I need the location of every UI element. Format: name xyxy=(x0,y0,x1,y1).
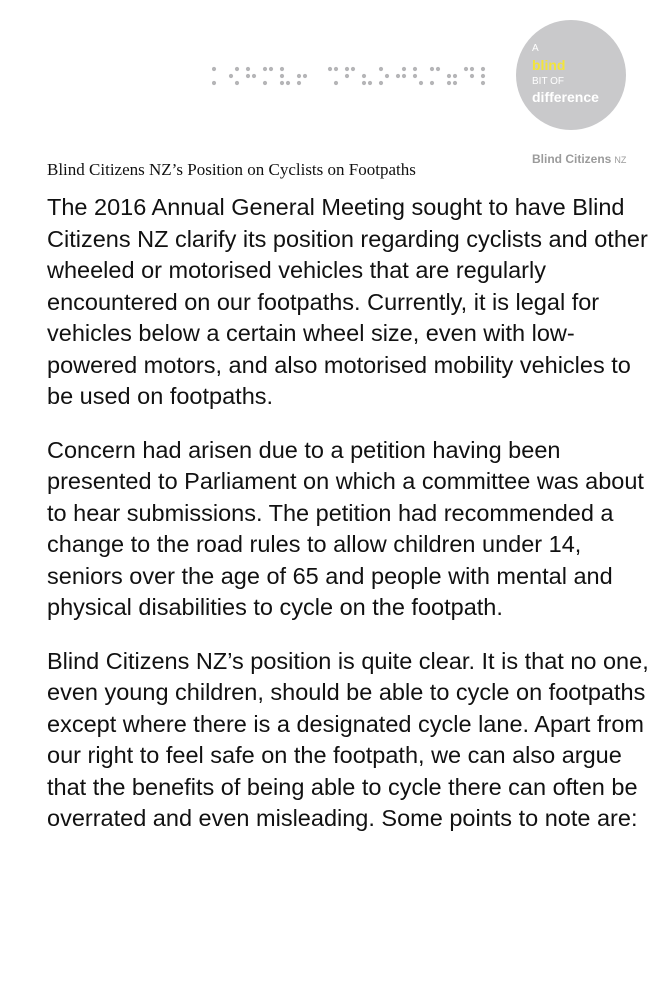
braille-dots-icon xyxy=(212,66,497,90)
paragraph-2: Concern had arisen due to a petition having been presented to Parliament on which a committee was about to hear submissions. The petition had recommended a change to the road rules to allow children under 14, seniors over the age of 65 and people with mental and physical disabilities to cycle on the footpath. xyxy=(47,436,644,620)
document-title: Blind Citizens NZ’s Position on Cyclists on Footpaths xyxy=(47,160,416,179)
badge-line-1: A xyxy=(532,43,539,54)
badge-line-3: BIT OF xyxy=(532,76,565,87)
brand-badge xyxy=(516,20,626,130)
badge-line-4: difference xyxy=(532,89,599,105)
org-suffix: NZ xyxy=(614,155,627,165)
document-body xyxy=(47,192,659,857)
braille-graphic xyxy=(212,66,497,90)
org-logo-text xyxy=(532,152,626,166)
badge-line-2: blind xyxy=(532,57,566,73)
paragraph-1: The 2016 Annual General Meeting sought to have Blind Citizens NZ clarify its position regarding cyclists and other wheeled or motorised vehicles that are regularly encountered on our footpaths. Currently, it is legal for vehicles below a certain wheel size, even with low-powered motors, and also motorised mobility vehicles to be used on footpaths. xyxy=(47,194,648,409)
org-name: Blind Citizens xyxy=(532,152,612,166)
paragraph-3: Blind Citizens NZ’s position is quite clear. It is that no one, even young children, should be able to cycle on footpaths except where there is a designated cycle lane. Apart from our right to feel safe on the footpath, we can also argue that the benefits of being able to cycle there can often be overrated and even misleading. Some points to note are: xyxy=(47,647,649,831)
